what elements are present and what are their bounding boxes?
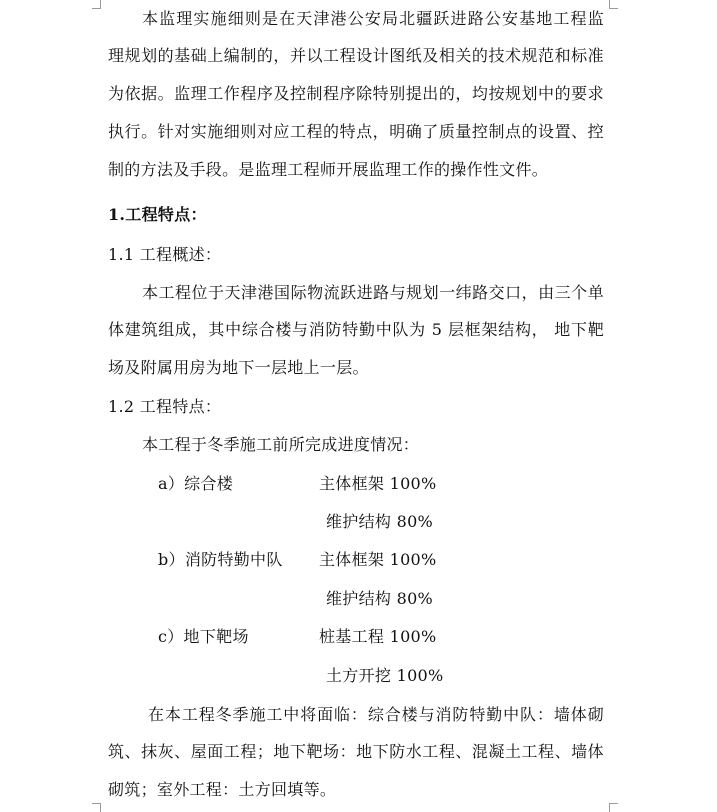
item-progress: 主体框架 100% — [319, 550, 437, 569]
section-heading: 1.工程特点： — [108, 205, 207, 224]
intro-line: 本监理实施细则是在天津港公安局北疆跃进路公安基地工程监 — [142, 9, 604, 28]
progress-intro: 本工程于冬季施工前所完成进度情况： — [142, 435, 420, 454]
overview-line: 体建筑组成，其中综合楼与消防特勤中队为 5 层框架结构， 地下靶 — [108, 320, 604, 339]
subsection-heading: 1.1 工程概述： — [108, 245, 222, 264]
item-progress: 维护结构 80% — [326, 589, 434, 608]
closing-line: 在本工程冬季施工中将面临：综合楼与消防特勤中队：墙体砌 — [148, 705, 604, 724]
intro-line: 执行。针对实施细则对应工程的特点，明确了质量控制点的设置、控 — [108, 122, 604, 141]
overview-line: 场及附属用房为地下一层地上一层。 — [108, 358, 369, 377]
item-progress: 桩基工程 100% — [319, 627, 437, 646]
margin-corner-mark — [609, 0, 618, 9]
intro-line: 理规划的基础上编制的，并以工程设计图纸及相关的技术规范和标准 — [108, 46, 604, 65]
closing-line: 砌筑；室外工程：土方回填等。 — [108, 780, 337, 799]
overview-line: 本工程位于天津港国际物流跃进路与规划一纬路交口，由三个单 — [142, 283, 604, 302]
intro-line: 为依据。监理工作程序及控制程序除特别提出的，均按规划中的要求 — [108, 84, 604, 103]
margin-corner-mark — [92, 0, 101, 9]
item-label: a）综合楼 — [158, 474, 234, 493]
item-progress: 土方开挖 100% — [326, 666, 444, 685]
intro-line: 制的方法及手段。是监理工程师开展监理工作的操作性文件。 — [108, 160, 549, 179]
subsection-heading: 1.2 工程特点： — [108, 397, 222, 416]
item-label: c）地下靶场 — [158, 627, 249, 646]
item-label: b）消防特勤中队 — [158, 550, 283, 569]
closing-line: 筑、抹灰、屋面工程；地下靶场：地下防水工程、混凝土工程、墙体 — [108, 742, 604, 761]
item-progress: 主体框架 100% — [319, 474, 437, 493]
item-progress: 维护结构 80% — [326, 512, 434, 531]
